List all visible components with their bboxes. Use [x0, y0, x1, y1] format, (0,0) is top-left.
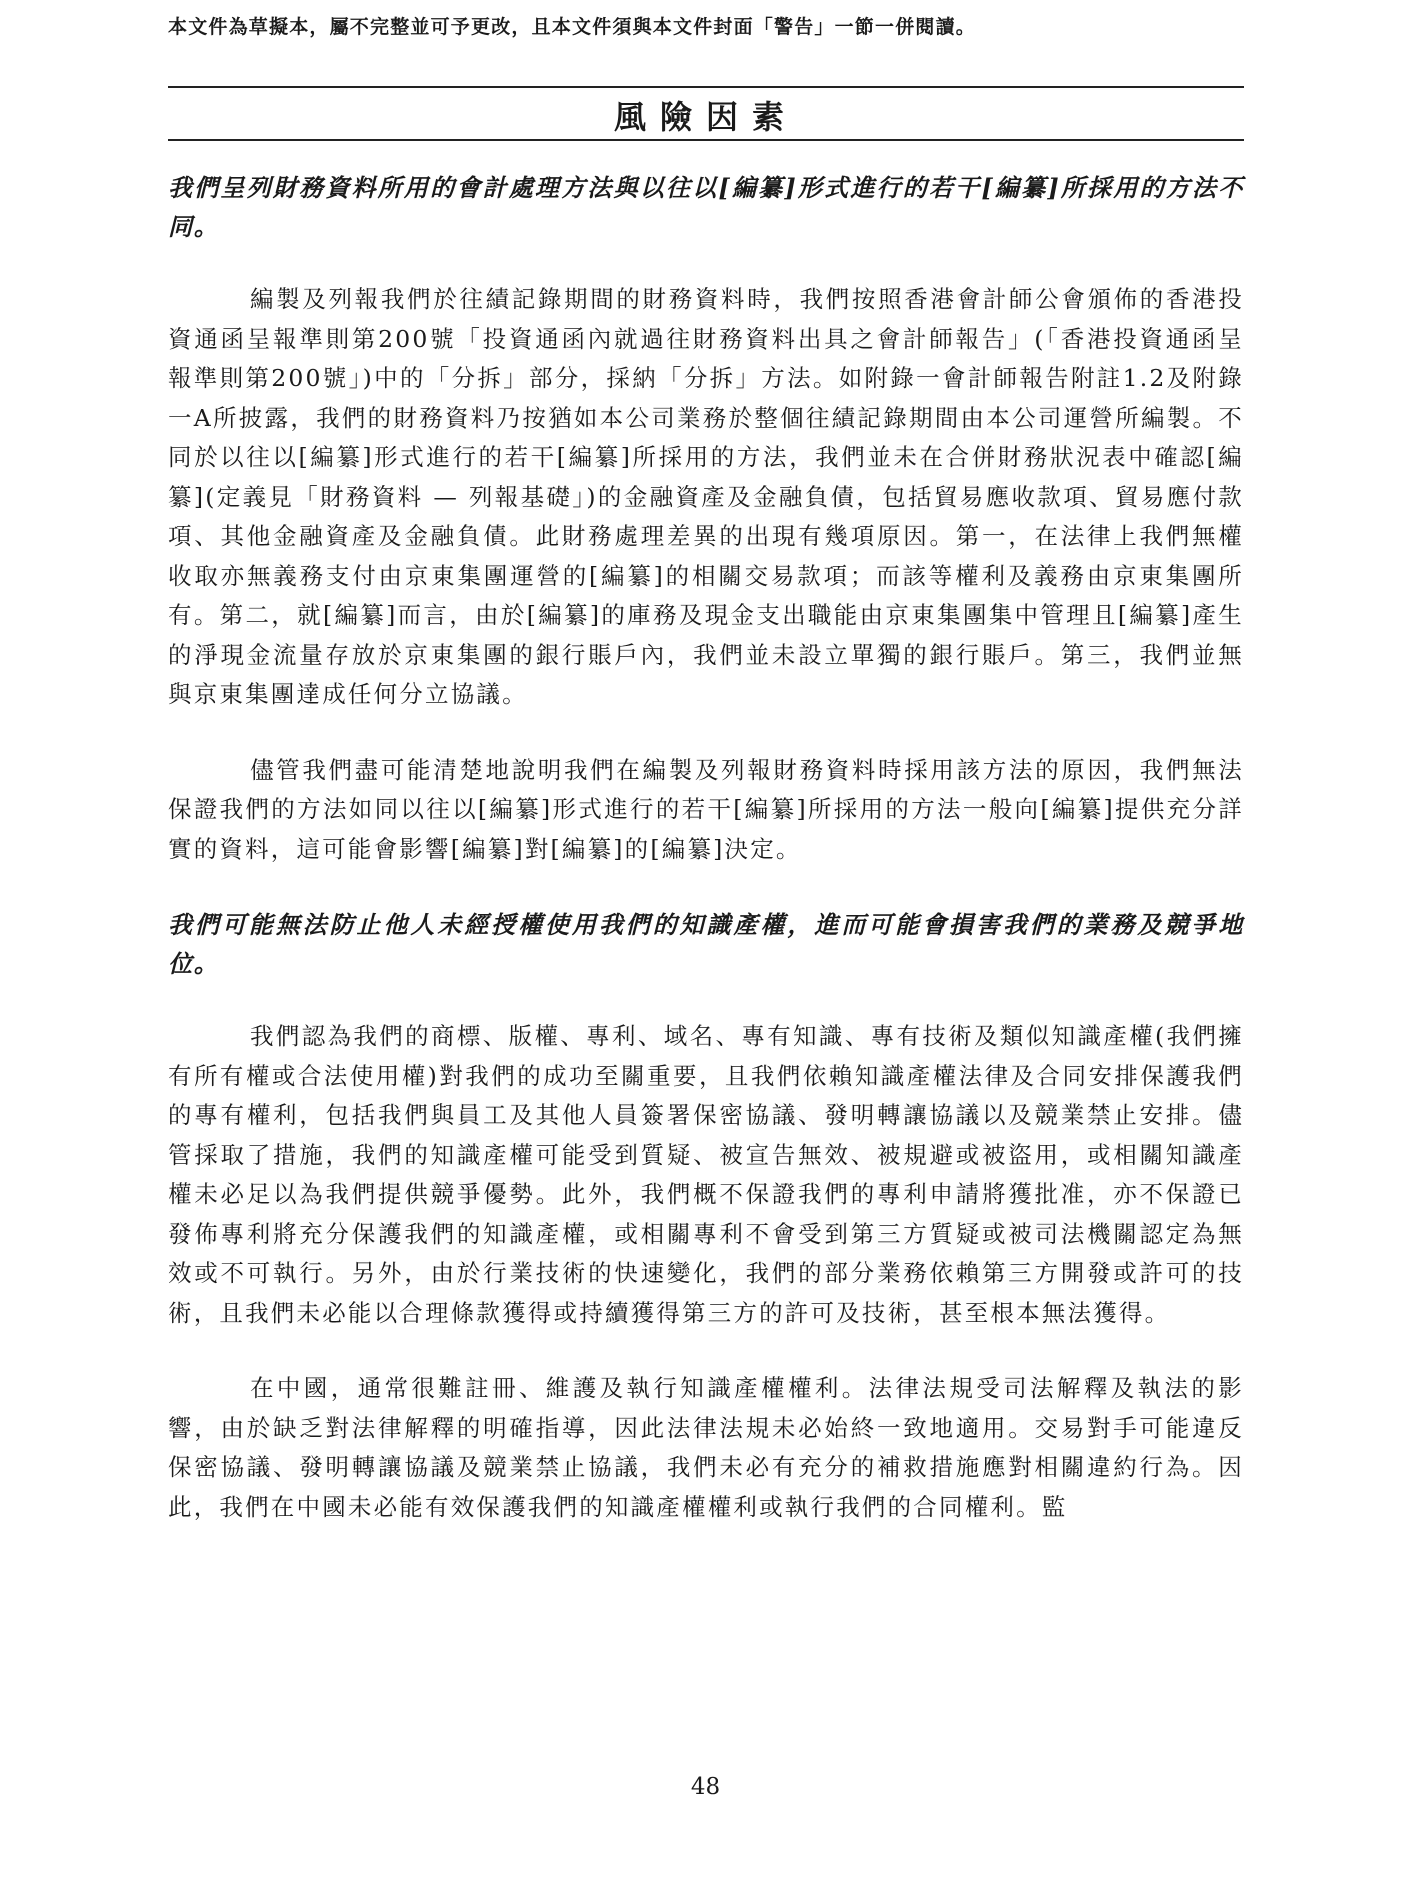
- paragraph-ip-protection: 我們認為我們的商標、版權、專利、域名、專有知識、專有技術及類似知識產權(我們擁有所有權或合法使用權)對我們的成功至關重要，且我們依賴知識產權法律及合同安排保護我們的專有權利，包括我們與員工及其他人員簽署保密協議、發明轉讓協議以及競業禁止安排。儘管採取了措施，我們的知識產權可能受到質疑、被宣告無效、被規避或被盜用，或相關知識產權未必足以為我們提供競爭優勢。此外，我們概不保證我們的專利申請將獲批准，亦不保證已發佈專利將充分保護我們的知識產權，或相關專利不會受到第三方質疑或被司法機關認定為無效或不可執行。另外，由於行業技術的快速變化，我們的部分業務依賴第三方開發或許可的技術，且我們未必能以合理條款獲得或持續獲得第三方的許可及技術，甚至根本無法獲得。: [168, 1022, 1244, 1327]
- paragraph-ip-china: 在中國，通常很難註冊、維護及執行知識產權權利。法律法規受司法解釋及執法的影響，由於缺乏對法律解釋的明確指導，因此法律法規未必始終一致地適用。交易對手可能違反保密協議、發明轉讓協議及競業禁止協議，我們未必有充分的補救措施應對相關違約行為。因此，我們在中國未必能有效保護我們的知識產權權利或執行我們的合同權利。監: [168, 1374, 1244, 1521]
- title-rule-bottom: [168, 139, 1244, 141]
- page-number: 48: [690, 1774, 721, 1800]
- risk-heading-ip: 我們可能無法防止他人未經授權使用我們的知識產權，進而可能會損害我們的業務及競爭地位。: [168, 910, 1244, 978]
- risk-heading-accounting: 我們呈列財務資料所用的會計處理方法與以往以[編纂]形式進行的若干[編纂]所採用的方法不同。: [168, 173, 1244, 241]
- paragraph-accounting-impact: 儘管我們盡可能清楚地說明我們在編製及列報財務資料時採用該方法的原因，我們無法保證我們的方法如同以往以[編纂]形式進行的若干[編纂]所採用的方法一般向[編纂]提供充分詳實的資料，這可能會影響[編纂]對[編纂]的[編纂]決定。: [168, 755, 1244, 863]
- body-content: [168, 168, 1244, 1563]
- paragraph-accounting-method: 編製及列報我們於往績記錄期間的財務資料時，我們按照香港會計師公會頒佈的香港投資通函呈報準則第200號「投資通函內就過往財務資料出具之會計師報告」(「香港投資通函呈報準則第200號」)中的「分拆」部分，採納「分拆」方法。如附錄一會計師報告附註1.2及附錄一A所披露，我們的財務資料乃按猶如本公司業務於整個往績記錄期間由本公司運營所編製。不同於以往以[編纂]形式進行的若干[編纂]所採用的方法，我們並未在合併財務狀況表中確認[編纂](定義見「財務資料 — 列報基礎」)的金融資產及金融負債，包括貿易應收款項、貿易應付款項、其他金融資產及金融負債。此財務處理差異的出現有幾項原因。第一，在法律上我們無權收取亦無義務支付由京東集團運營的[編纂]的相關交易款項；而該等權利及義務由京東集團所有。第二，就[編纂]而言，由於[編纂]的庫務及現金支出職能由京東集團集中管理且[編纂]產生的淨現金流量存放於京東集團的銀行賬戶內，我們並未設立單獨的銀行賬戶。第三，我們並無與京東集團達成任何分立協議。: [168, 285, 1244, 708]
- section-title: 風險因素: [613, 98, 798, 136]
- draft-warning-notice: 本文件為草擬本，屬不完整並可予更改，且本文件須與本文件封面「警告」一節一併閱讀。: [168, 16, 977, 38]
- title-rule-top: [168, 86, 1244, 88]
